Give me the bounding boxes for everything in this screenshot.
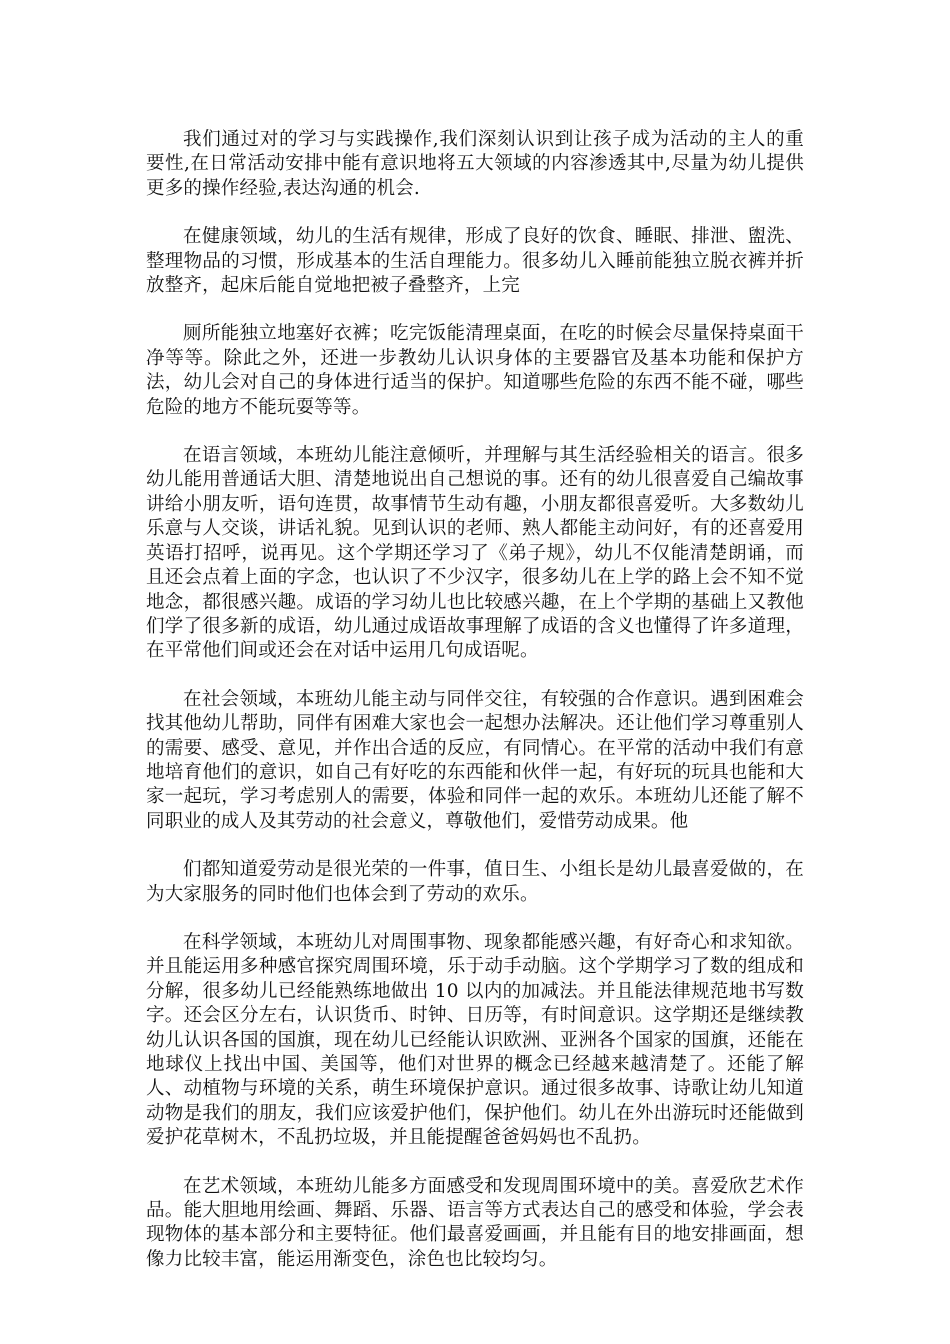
paragraph-social-continued: 们都知道爱劳动是很光荣的一件事，值日生、小组长是幼儿最喜爱做的，在为大家服务的同时他们也体会到了劳动的欢乐。 bbox=[146, 859, 804, 905]
paragraph-art: 在艺术领域，本班幼儿能多方面感受和发现周围环境中的美。喜爱欣艺术作品。能大胆地用绘画、舞蹈、乐器、语言等方式表达自己的感受和体验，学会表现物体的基本部分和主要特征。他们最喜爱画画，并且能有目的地安排画面，想像力比较丰富，能运用渐变色，涂色也比较均匀。 bbox=[146, 1175, 804, 1270]
paragraph-language: 在语言领域，本班幼儿能注意倾听，并理解与其生活经验相关的语言。很多幼儿能用普通话大胆、清楚地说出自己想说的事。还有的幼儿很喜爱自己编故事讲给小朋友听，语句连贯，故事情节生动有趣，小朋友都很喜爱听。大多数幼儿乐意与人交谈，讲话礼貌。见到认识的老师、熟人都能主动问好，有的还喜爱用英语打招呼，说再见。这个学期还学习了《弟子规》，幼儿不仅能清楚朗诵，而且还会点着上面的字念，也认识了不少汉字，很多幼儿在上学的路上会不知不觉地念，都很感兴趣。成语的学习幼儿也比较感兴趣，在上个学期的基础上又教他们学了很多新的成语，幼儿通过成语故事理解了成语的含义也懂得了许多道理，在平常他们间或还会在对话中运用几句成语呢。 bbox=[146, 445, 804, 662]
paragraph-gap bbox=[146, 1151, 804, 1175]
paragraph-health-continued: 厕所能独立地塞好衣裤；吃完饭能清理桌面，在吃的时候会尽量保持桌面干净等等。除此之外，还进一步教幼儿认识身体的主要器官及基本功能和保护方法，幼儿会对自己的身体进行适当的保护。知道哪些危险的东西不能不碰，哪些危险的地方不能玩耍等等。 bbox=[146, 323, 804, 418]
paragraph-science: 在科学领域，本班幼儿对周围事物、现象都能感兴趣，有好奇心和求知欲。并且能运用多种感官探究周围环境，乐于动手动脑。这个学期学习了数的组成和分解，很多幼儿已经能熟练地做出 10 以内的加减法。并且能法律规范地书写数字。还会区分左右，认识货币、时钟、日历等，有时间意识。这学期还是继续教幼儿认识各国的国旗，现在幼儿已经能认识欧洲、亚洲各个国家的国旗，还能在地球仪上找出中国、美国等，他们对世界的概念已经越来越清楚了。还能了解人、动植物与环境的关系，萌生环境保护意识。通过很多故事、诗歌让幼儿知道动物是我们的朋友，我们应该爱护他们，保护他们。幼儿在外出游玩时还能做到爱护花草树木，不乱扔垃圾，并且能提醒爸爸妈妈也不乱扔。 bbox=[146, 931, 804, 1149]
paragraph-gap bbox=[146, 420, 804, 444]
document-page bbox=[146, 128, 804, 1272]
paragraph-gap bbox=[146, 298, 804, 322]
paragraph-gap bbox=[146, 834, 804, 858]
paragraph-gap bbox=[146, 201, 804, 225]
paragraph-gap bbox=[146, 664, 804, 688]
paragraph-health: 在健康领域，幼儿的生活有规律，形成了良好的饮食、睡眠、排泄、盥洗、整理物品的习惯，形成基本的生活自理能力。很多幼儿入睡前能独立脱衣裤并折放整齐，起床后能自觉地把被子叠整齐，上完 bbox=[146, 226, 804, 297]
paragraph-intro: 我们通过对的学习与实践操作,我们深刻认识到让孩子成为活动的主人的重要性,在日常活动安排中能有意识地将五大领域的内容渗透其中,尽量为幼儿提供更多的操作经验,表达沟通的机会. bbox=[146, 129, 804, 199]
paragraph-social: 在社会领域，本班幼儿能主动与同伴交往，有较强的合作意识。遇到困难会找其他幼儿帮助，同伴有困难大家也会一起想办法解决。还让他们学习尊重别人的需要、感受、意见，并作出合适的反应，有同情心。在平常的活动中我们有意地培育他们的意识，如自己有好吃的东西能和伙伴一起，有好玩的玩具也能和大家一起玩，学习考虑别人的需要，体验和同伴一起的欢乐。本班幼儿还能了解不同职业的成人及其劳动的社会意义，尊敬他们，爱惜劳动成果。他 bbox=[146, 688, 804, 832]
paragraph-gap bbox=[146, 907, 804, 931]
